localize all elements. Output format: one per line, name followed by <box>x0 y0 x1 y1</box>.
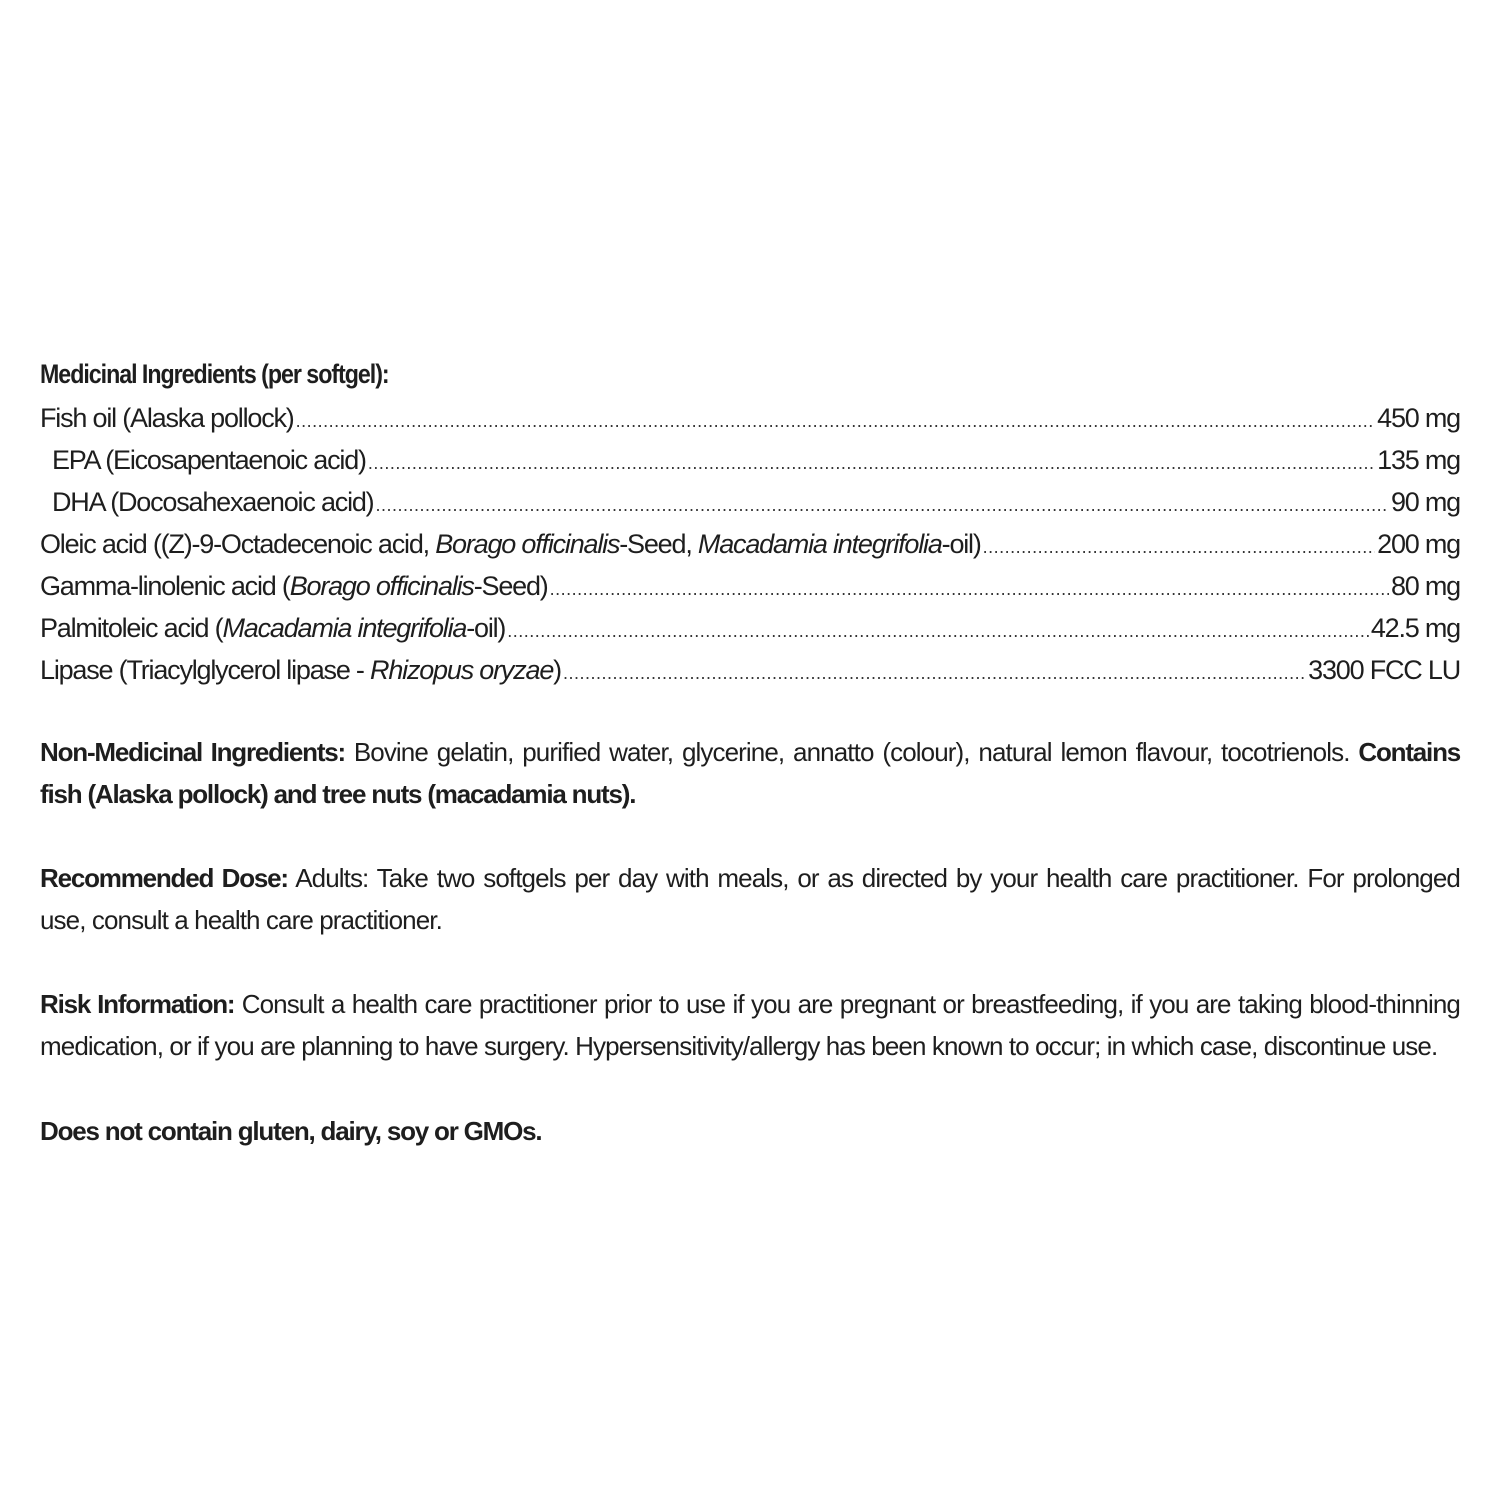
recommended-dose-text: Adults: Take two softgels per day with meals, or as directed by your health care practitioner. For prolonged use, consult a health care practitioner. <box>40 863 1460 935</box>
recommended-dose-paragraph <box>40 857 1460 941</box>
ingredient-row-lipase <box>40 649 1460 691</box>
ingredient-name <box>40 565 548 607</box>
ingredient-amount: 135 mg <box>1377 445 1460 475</box>
dot-leader <box>375 484 1388 526</box>
latin-name: Borago officinalis <box>435 529 620 559</box>
ingredient-amount: 3300 FCC LU <box>1308 655 1460 685</box>
name-part: ) <box>553 655 561 685</box>
name-part: -oil) <box>941 529 981 559</box>
risk-information-text: Consult a health care practitioner prior to use if you are pregnant or breastfeeding, if you are taking blood-thinning medication, or if you are planning to have surgery. Hypersensitivity/allergy has been known to occur; in which case, discontinue use. <box>40 989 1460 1061</box>
ingredient-row-gamma-linolenic-acid <box>40 565 1460 607</box>
non-medicinal-ingredients-paragraph <box>40 731 1460 815</box>
dot-leader <box>983 526 1375 568</box>
risk-information-label: Risk Information: <box>40 989 235 1019</box>
ingredient-name: DHA (Docosahexaenoic acid) <box>52 487 374 517</box>
ingredient-amount: 200 mg <box>1377 529 1460 559</box>
ingredient-name <box>40 523 981 565</box>
name-part: Palmitoleic acid ( <box>40 613 223 643</box>
ingredient-row-epa <box>40 439 1460 481</box>
risk-information-paragraph <box>40 983 1460 1067</box>
ingredient-amount: 450 mg <box>1377 403 1460 433</box>
free-from-statement: Does not contain gluten, dairy, soy or GMOs. <box>40 1116 542 1146</box>
ingredient-amount: 42.5 mg <box>1370 613 1460 643</box>
ingredient-name <box>40 649 561 691</box>
latin-name: Macadamia integrifolia <box>697 529 942 559</box>
ingredient-list <box>40 397 1460 691</box>
name-part: -oil) <box>466 613 506 643</box>
dot-leader <box>563 652 1306 694</box>
non-medicinal-label: Non-Medicinal Ingredients: <box>40 737 345 767</box>
ingredient-row-oleic-acid <box>40 523 1460 565</box>
name-part: -Seed) <box>473 571 548 601</box>
ingredient-row-palmitoleic-acid <box>40 607 1460 649</box>
name-part: Gamma-linolenic acid ( <box>40 571 290 601</box>
ingredient-amount: 90 mg <box>1390 487 1460 517</box>
non-medicinal-text: Bovine gelatin, purified water, glycerine, annatto (colour), natural lemon flavour, tocotrienols. <box>345 737 1359 767</box>
latin-name: Borago officinalis <box>289 571 474 601</box>
dot-leader <box>507 610 1369 652</box>
ingredient-row-fish-oil <box>40 397 1460 439</box>
medicinal-ingredients-heading: Medicinal Ingredients (per softgel): <box>40 359 389 389</box>
allergen-statement: Contains fish (Alaska pollock) and tree nuts (macadamia nuts). <box>40 737 1461 809</box>
ingredient-name: Fish oil (Alaska pollock) <box>40 403 294 433</box>
ingredient-amount: 80 mg <box>1390 571 1460 601</box>
latin-name: Macadamia integrifolia <box>222 613 467 643</box>
ingredient-row-dha <box>40 481 1460 523</box>
medicinal-ingredients-section <box>40 355 1460 691</box>
name-part: Oleic acid ((Z)-9-Octadecenoic acid, <box>40 529 436 559</box>
dot-leader <box>296 400 1376 442</box>
name-part: -Seed, <box>619 529 698 559</box>
latin-name: Rhizopus oryzae <box>370 655 554 685</box>
dot-leader <box>550 568 1389 610</box>
ingredient-name <box>40 607 505 649</box>
ingredient-name: EPA (Eicosapentaenoic acid) <box>52 445 366 475</box>
dot-leader <box>368 442 1375 484</box>
name-part: Lipase (Triacylglycerol lipase - <box>40 655 371 685</box>
recommended-dose-label: Recommended Dose: <box>40 863 288 893</box>
